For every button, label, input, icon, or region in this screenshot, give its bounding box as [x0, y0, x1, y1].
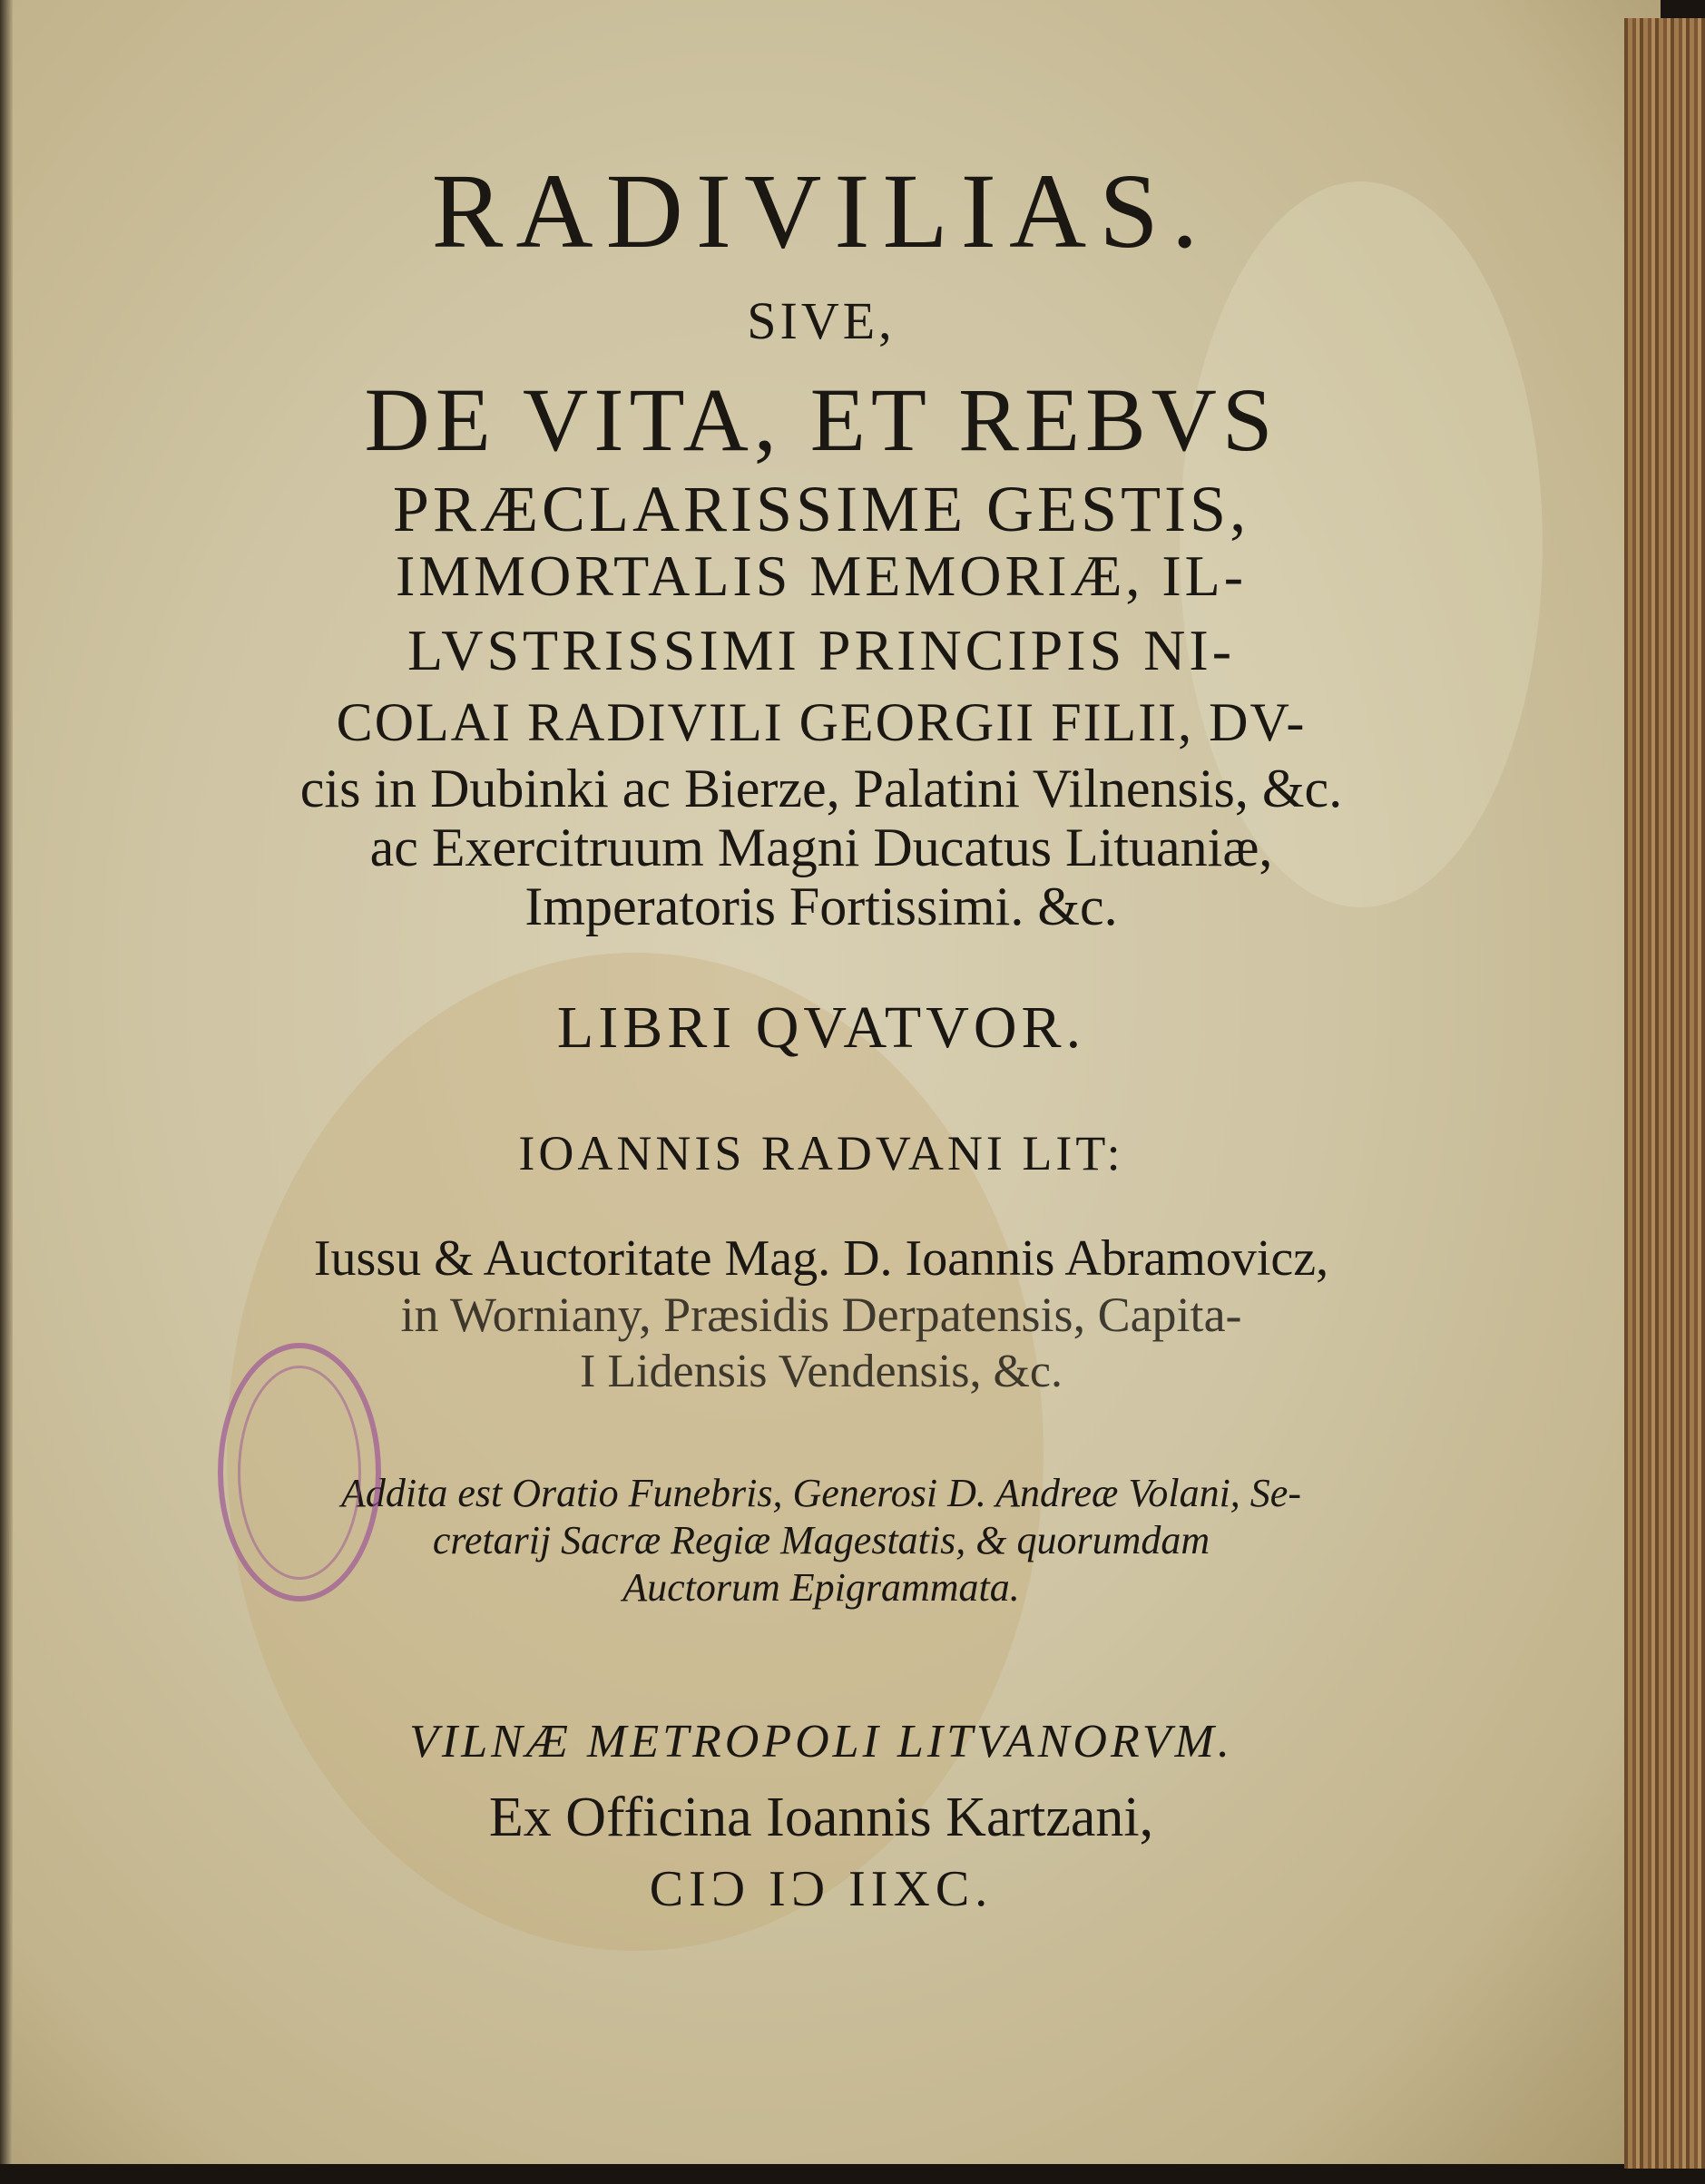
title-line: LVSTRISSIMI PRINCIPIS NI-	[407, 618, 1235, 682]
addition-line: Addita est Oratio Funebris, Generosi D. Andreæ Volani, Se-	[341, 1471, 1301, 1515]
title-line: IMMORTALIS MEMORIÆ, IL-	[395, 544, 1248, 608]
patron-line: Iussu & Auctoritate Mag. D. Ioannis Abramovicz,	[313, 1230, 1329, 1287]
imprint-year: CIƆ IƆ IIXC.	[649, 1861, 994, 1917]
title-line: PRÆCLARISSIME GESTIS,	[392, 473, 1250, 545]
title-line: ac Exercitruum Magni Ducatus Lituaniæ,	[369, 818, 1273, 877]
libri-heading: LIBRI QVATVOR.	[556, 994, 1086, 1061]
title-line: DE VITA, ET REBVS	[364, 369, 1279, 470]
author-line: IOANNIS RADVANI LIT:	[518, 1126, 1124, 1180]
title-line: Imperatoris Fortissimi. &c.	[524, 877, 1118, 936]
library-stamp-ring	[238, 1366, 361, 1580]
book-title: RADIVILIAS.	[431, 152, 1211, 270]
title-line: cis in Dubinki ac Bierze, Palatini Vilnensis, &c.	[299, 759, 1343, 818]
subtitle-sive: SIVE,	[747, 291, 896, 350]
title-line: COLAI RADIVILI GEORGII FILII, DV-	[336, 692, 1307, 752]
imprint-place: VILNÆ METROPOLI LITVANORVM.	[409, 1716, 1233, 1768]
patron-line: in Worniany, Præsidis Derpatensis, Capita-	[400, 1288, 1242, 1342]
addition-line: cretarij Sacræ Regiæ Magestatis, & quorumdam	[432, 1518, 1210, 1562]
imprint-printer: Ex Officina Ioannis Kartzani,	[488, 1787, 1154, 1848]
library-stamp	[218, 1343, 381, 1601]
addition-line: Auctorum Epigrammata.	[622, 1565, 1020, 1610]
patron-line: I Lidensis Vendensis, &c.	[580, 1346, 1063, 1397]
